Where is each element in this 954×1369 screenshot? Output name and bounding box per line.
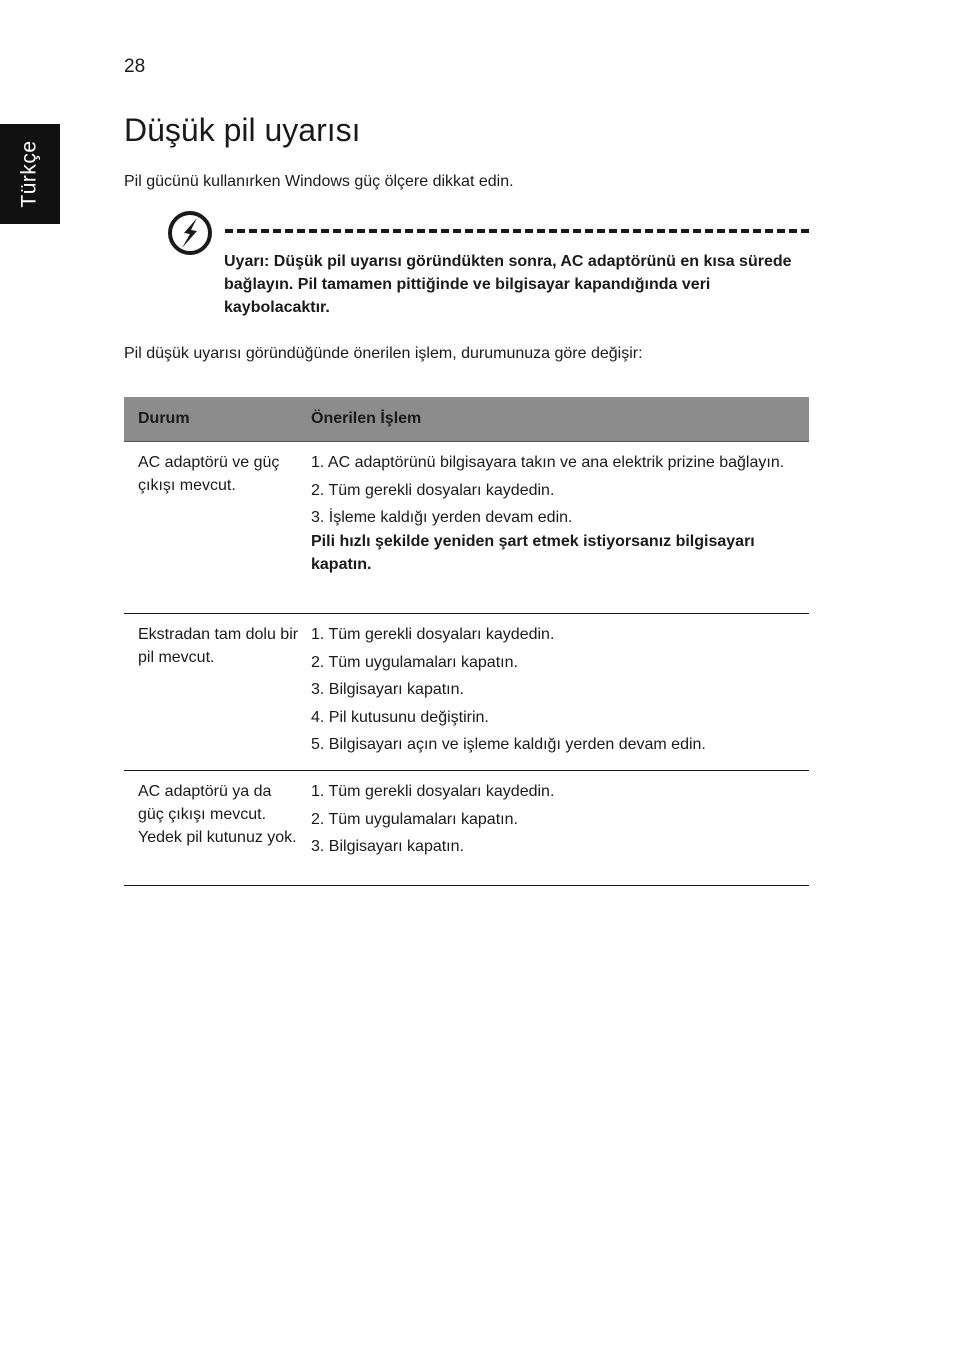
action-cell — [311, 442, 809, 613]
step-item: 2. Tüm gerekli dosyaları kaydedin. — [311, 481, 555, 499]
step-item: 3. İşleme kaldığı yerden devam edin. — [311, 509, 573, 526]
header-action: Önerilen İşlem — [311, 410, 422, 427]
situation-cell: Ekstradan tam dolu bir pil mevcut. — [138, 626, 299, 666]
battery-action-table — [124, 397, 809, 886]
language-tab — [0, 124, 60, 224]
step-item: 2. Tüm uygulamaları kapatın. — [311, 810, 518, 828]
step-item: 5. Bilgisayarı açın ve işleme kaldığı yerden devam edin. — [311, 736, 706, 753]
action-cell — [311, 614, 809, 770]
page-title: Düşük pil uyarısı — [124, 112, 361, 148]
page-number: 28 — [124, 56, 146, 77]
step-item: 3. Bilgisayarı kapatın. — [311, 838, 464, 855]
lead-text: Pil düşük uyarısı göründüğünde önerilen işlem, durumunuza göre değişir: — [124, 345, 643, 362]
language-tab-label: Türkçe — [18, 140, 41, 208]
table-row — [124, 614, 809, 771]
lightning-warning-icon — [166, 209, 214, 257]
step-item: 1. Tüm gerekli dosyaları kaydedin. — [311, 626, 555, 643]
header-situation: Durum — [138, 410, 190, 427]
step-item: 3. Bilgisayarı kapatın. — [311, 681, 464, 698]
situation-cell: AC adaptörü ve güç çıkışı mevcut. — [138, 454, 280, 494]
step-item: 4. Pil kutusunu değiştirin. — [311, 708, 489, 726]
step-item: 2. Tüm uygulamaları kapatın. — [311, 653, 518, 671]
action-cell — [311, 771, 809, 885]
step-item: 1. AC adaptörünü bilgisayara takın ve ana elektrik prizine bağlayın. — [311, 454, 785, 471]
warning-divider — [225, 229, 809, 233]
situation-cell: AC adaptörü ya da güç çıkışı mevcut. Yedek pil kutunuz yok. — [138, 783, 297, 846]
table-row — [124, 771, 809, 886]
action-note: Pili hızlı şekilde yeniden şart etmek istiyorsanız bilgisayarı kapatın. — [311, 532, 755, 573]
table-row — [124, 442, 809, 614]
warning-text: Uyarı: Düşük pil uyarısı göründükten sonra, AC adaptörünü en kısa sürede bağlayın. Pil tamamen pittiğinde ve bilgisayar kapandığında veri kaybolacaktır. — [224, 253, 792, 316]
step-item: 1. Tüm gerekli dosyaları kaydedin. — [311, 783, 555, 800]
table-header — [124, 397, 809, 442]
intro-text: Pil gücünü kullanırken Windows güç ölçere dikkat edin. — [124, 173, 514, 190]
